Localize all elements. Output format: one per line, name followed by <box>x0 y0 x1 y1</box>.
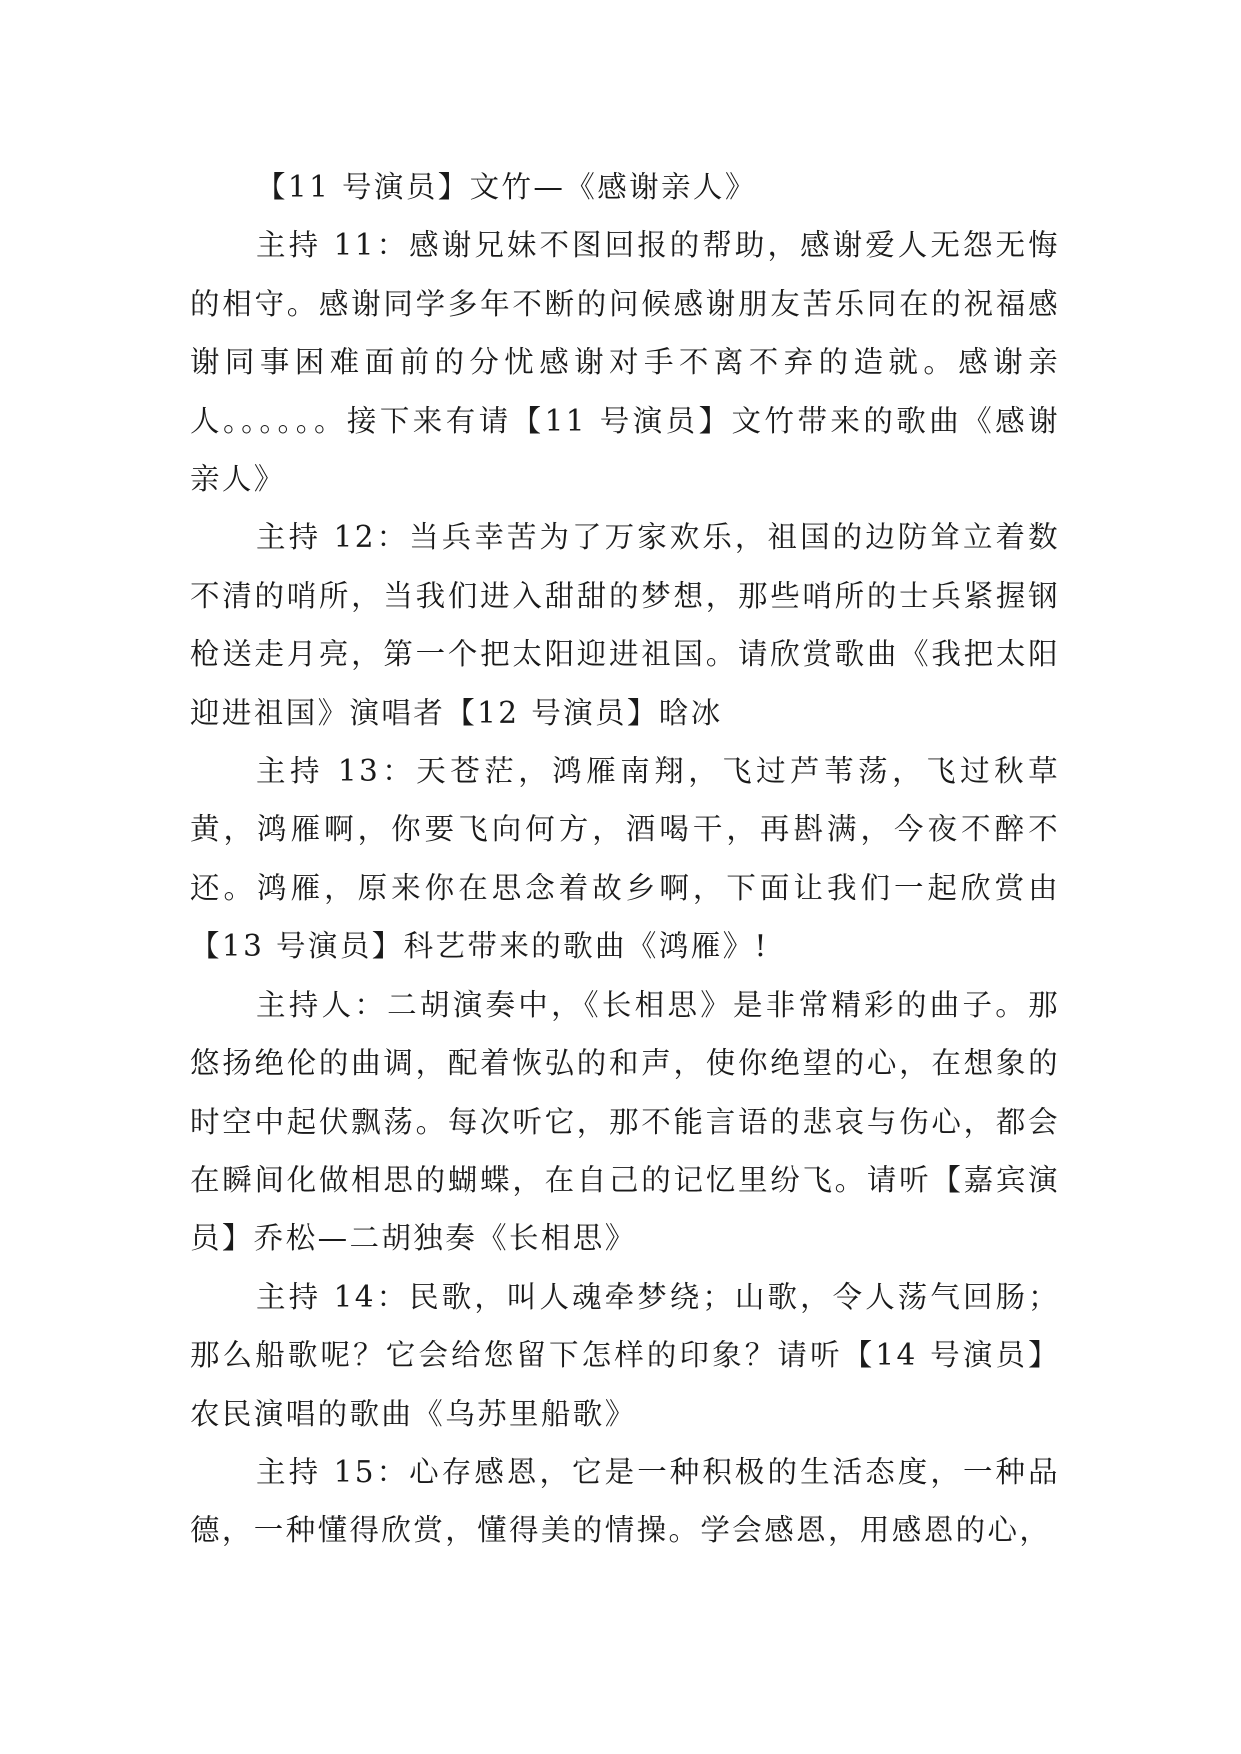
document-body <box>190 158 1060 1560</box>
paragraph-host-15: 主持 15：心存感恩，它是一种积极的生活态度，一种品德，一种懂得欣赏，懂得美的情操。学会感恩，用感恩的心， <box>190 1454 1060 1548</box>
paragraph-program-title-11: 【11 号演员】文竹—《感谢亲人》 <box>256 170 757 204</box>
paragraph-host-14: 主持 14：民歌，叫人魂牵梦绕；山歌，令人荡气回肠；那么船歌呢？它会给您留下怎样的印象？请听【14 号演员】农民演唱的歌曲《乌苏里船歌》 <box>190 1279 1060 1431</box>
paragraph-host-12: 主持 12：当兵幸苦为了万家欢乐，祖国的边防耸立着数不清的哨所，当我们进入甜甜的梦想，那些哨所的士兵紧握钢枪送走月亮，第一个把太阳迎进祖国。请欣赏歌曲《我把太阳迎进祖国》演唱者【12 号演员】晗冰 <box>190 520 1060 730</box>
paragraph-host-guest: 主持人：二胡演奏中，《长相思》是非常精彩的曲子。那悠扬绝伦的曲调，配着恢弘的和声，使你绝望的心，在想象的时空中起伏飘荡。每次听它，那不能言语的悲哀与伤心，都会在瞬间化做相思的蝴蝶，在自己的记忆里纷飞。请听【嘉宾演员】乔松—二胡独奏《长相思》 <box>190 987 1060 1256</box>
paragraph-host-11: 主持 11：感谢兄妹不图回报的帮助，感谢爱人无怨无悔的相守。感谢同学多年不断的问候感谢朋友苦乐同在的祝福感谢同事困难面前的分忧感谢对手不离不弃的造就。感谢亲人。。。。。。接下来有请【11 号演员】文竹带来的歌曲《感谢亲人》 <box>190 228 1060 497</box>
paragraph-host-13: 主持 13：天苍茫，鸿雁南翔，飞过芦苇荡，飞过秋草黄，鸿雁啊，你要飞向何方，酒喝干，再斟满，今夜不醉不还。鸿雁，原来你在思念着故乡啊，下面让我们一起欣赏由【13 号演员】科艺带来的歌曲《鸿雁》! <box>190 754 1060 964</box>
